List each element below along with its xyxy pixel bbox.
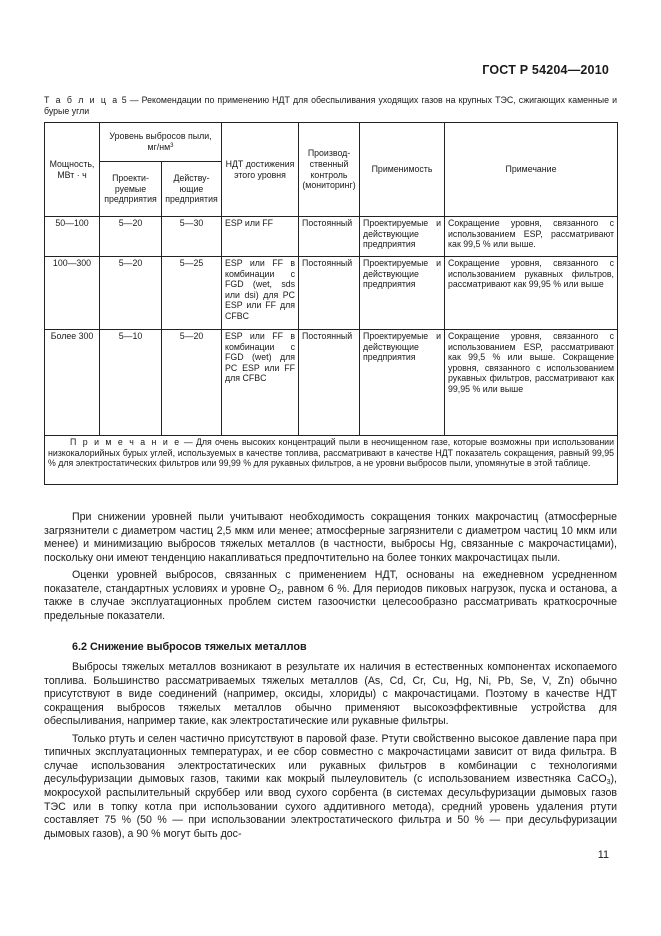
table-footnote-label: П р и м е ч а н и е bbox=[70, 437, 181, 447]
cell-applicability: Проектируемые и действующие предприятия bbox=[360, 257, 445, 330]
cell-note: Сокращение уровня, связанного с использованием ESP, рассматривают как 99,5 % или выше. bbox=[445, 217, 618, 257]
cell-bat: ESP или FF bbox=[222, 217, 299, 257]
cell-existing: 5—25 bbox=[162, 257, 222, 330]
cell-designed: 5—10 bbox=[100, 330, 162, 436]
header-designed: Проектируемые предприятия bbox=[100, 162, 162, 217]
cell-existing: 5—30 bbox=[162, 217, 222, 257]
cell-applicability: Проектируемые и действующие предприятия bbox=[360, 217, 445, 257]
paragraph-mercury-selenium bbox=[44, 733, 617, 842]
paragraph-fine-particles: При снижении уровней пыли учитывают необходимость сокращения тонких макрочастиц (атмосферные загрязнители с диаметром частиц 2,5 мкм или менее; атмосферные загрязнители с диаметром частиц 10 мкм или менее) и минимизацию выбросов тяжелых металлов (в частности, выбросы Hg, связанные с макрочастицами), поскольку они имеют тенденцию накапливаться предпочтительно на более тонких макрочастицах пыли. bbox=[44, 511, 617, 564]
body-text-upper bbox=[44, 511, 617, 627]
page-number: 11 bbox=[597, 849, 609, 861]
cell-monitoring: Постоянный bbox=[299, 257, 360, 330]
table-row bbox=[45, 217, 618, 257]
table-footnote bbox=[45, 436, 618, 485]
cell-designed: 5—20 bbox=[100, 257, 162, 330]
paragraph-emission-estimates bbox=[44, 569, 617, 623]
table-caption-text: 5 — Рекомендации по применению НДТ для обеспыливания уходящих газов на крупных ТЭС, сжигающих каменные и бурые угли bbox=[44, 95, 617, 116]
body-text-lower bbox=[44, 661, 617, 845]
cell-capacity: 100—300 bbox=[45, 257, 100, 330]
header-capacity: Мощность, МВт · ч bbox=[45, 123, 100, 217]
paragraph-mercury-selenium-b: ), мокросухой распылительный скруббер или ввод сухого сорбента (в системах десульфуризации дымовых газов ТЭС или в топку котла при использовании сухого аддитивного метода), средний уровень удаления ртути составляет 75 % (50 % — при использовании электростатического фильтра и 50 % — при десульфуризации дымовых газов), а 90 % могут быть дос- bbox=[44, 773, 617, 840]
header-note: Примечание bbox=[445, 123, 618, 217]
paragraph-heavy-metals: Выбросы тяжелых металлов возникают в результате их наличия в естественных компонентах ископаемого топлива. Большинство рассматриваемых тяжелых металлов (As, Cd, Cr, Cu, Hg, Ni, Pb, Se, V, Zn) обычно присутствуют в виде соединений (например, оксиды, хлориды) с макрочастицами. Поэтому в качестве НДТ сокращения выбросов тяжелых металлов обычно применяют высокоэффективные устройства для обеспыливания, например такие, как электростатические или рукавные фильтры. bbox=[44, 661, 617, 728]
paragraph-mercury-selenium-a: Только ртуть и селен частично присутствуют в паровой фазе. Ртути свойственно высокое давление пара при типичных эксплуатационных температурах, и ее сбор совместно с макрочастицами зависит от вида фильтра. В случае использования электростатических или рукавных фильтров в комбинации с технологиями десульфуризации дымовых газов, такими как мокрый пылеуловитель (с использованием известняка CaCO bbox=[44, 732, 617, 786]
cell-monitoring: Постоянный bbox=[299, 217, 360, 257]
header-dust-level-sup: 3 bbox=[170, 143, 174, 149]
o2-subscript: 2 bbox=[277, 588, 282, 596]
paragraph-emission-estimates-a: Оценки уровней выбросов, связанных с применением НДТ, основаны на ежедневном усредненном показателе, стандартных условиях и уровне O bbox=[44, 568, 617, 595]
table-header-row bbox=[45, 123, 618, 162]
cell-applicability: Проектируемые и действующие предприятия bbox=[360, 330, 445, 436]
table-caption-label: Т а б л и ц а bbox=[44, 95, 119, 105]
cell-capacity: 50—100 bbox=[45, 217, 100, 257]
header-dust-level-text: Уровень выбросов пыли, мг/нм bbox=[109, 131, 212, 152]
header-bat: НДТ достижения этого уровня bbox=[222, 123, 299, 217]
table-row bbox=[45, 257, 618, 330]
table-footnote-text: — Для очень высоких концентраций пыли в неочищенном газе, которые возможны при использовании низкокалорийных бурых углей, используемых в качестве топлива, рассматривают в качестве НДТ показатель сокращения, равный 99,95 % для электростатических фильтров или 99,99 % для рукавных фильтров, а не уровни выбросов пыли, упомянутые в этой таблице. bbox=[48, 437, 615, 469]
cell-bat: ESP или FF в комбинации с FGD (wet, sds или dsi) для PC ESP или FF для CFBC bbox=[222, 257, 299, 330]
header-dust-level bbox=[100, 123, 222, 162]
cell-bat: ESP или FF в комбинации с FGD (wet) для PC ESP или FF для CFBC bbox=[222, 330, 299, 436]
header-existing: Действующие предприятия bbox=[162, 162, 222, 217]
table-caption bbox=[44, 95, 617, 117]
cell-monitoring: Постоянный bbox=[299, 330, 360, 436]
table-footnote-row bbox=[45, 436, 618, 485]
cell-designed: 5—20 bbox=[100, 217, 162, 257]
standard-header: ГОСТ Р 54204—2010 bbox=[482, 63, 609, 77]
cell-existing: 5—20 bbox=[162, 330, 222, 436]
cell-note: Сокращение уровня, связанного с использованием рукавных фильтров, рассматривают как 99,95 % или выше bbox=[445, 257, 618, 330]
recommendations-table bbox=[44, 122, 618, 485]
caco3-subscript: 3 bbox=[606, 779, 611, 787]
header-monitoring: Производственный контроль (мониторинг) bbox=[299, 123, 360, 217]
section-heading: 6.2 Снижение выбросов тяжелых металлов bbox=[72, 641, 307, 653]
cell-note: Сокращение уровня, связанного с использованием ESP, рассматривают как 99,5 % или выше. Сокращение уровня, связанного с использованием рукавных фильтров, рассматривают как 99,95 % или выше bbox=[445, 330, 618, 436]
paragraph-emission-estimates-b: , равном 6 %. Для периодов пиковых нагрузок, пуска и останова, а также в случае эксплуатационных проблем систем газоочистки целесообразно рассматривать краткосрочные предельные показатели. bbox=[44, 582, 617, 622]
header-applicability: Применимость bbox=[360, 123, 445, 217]
cell-capacity: Более 300 bbox=[45, 330, 100, 436]
table-row bbox=[45, 330, 618, 436]
